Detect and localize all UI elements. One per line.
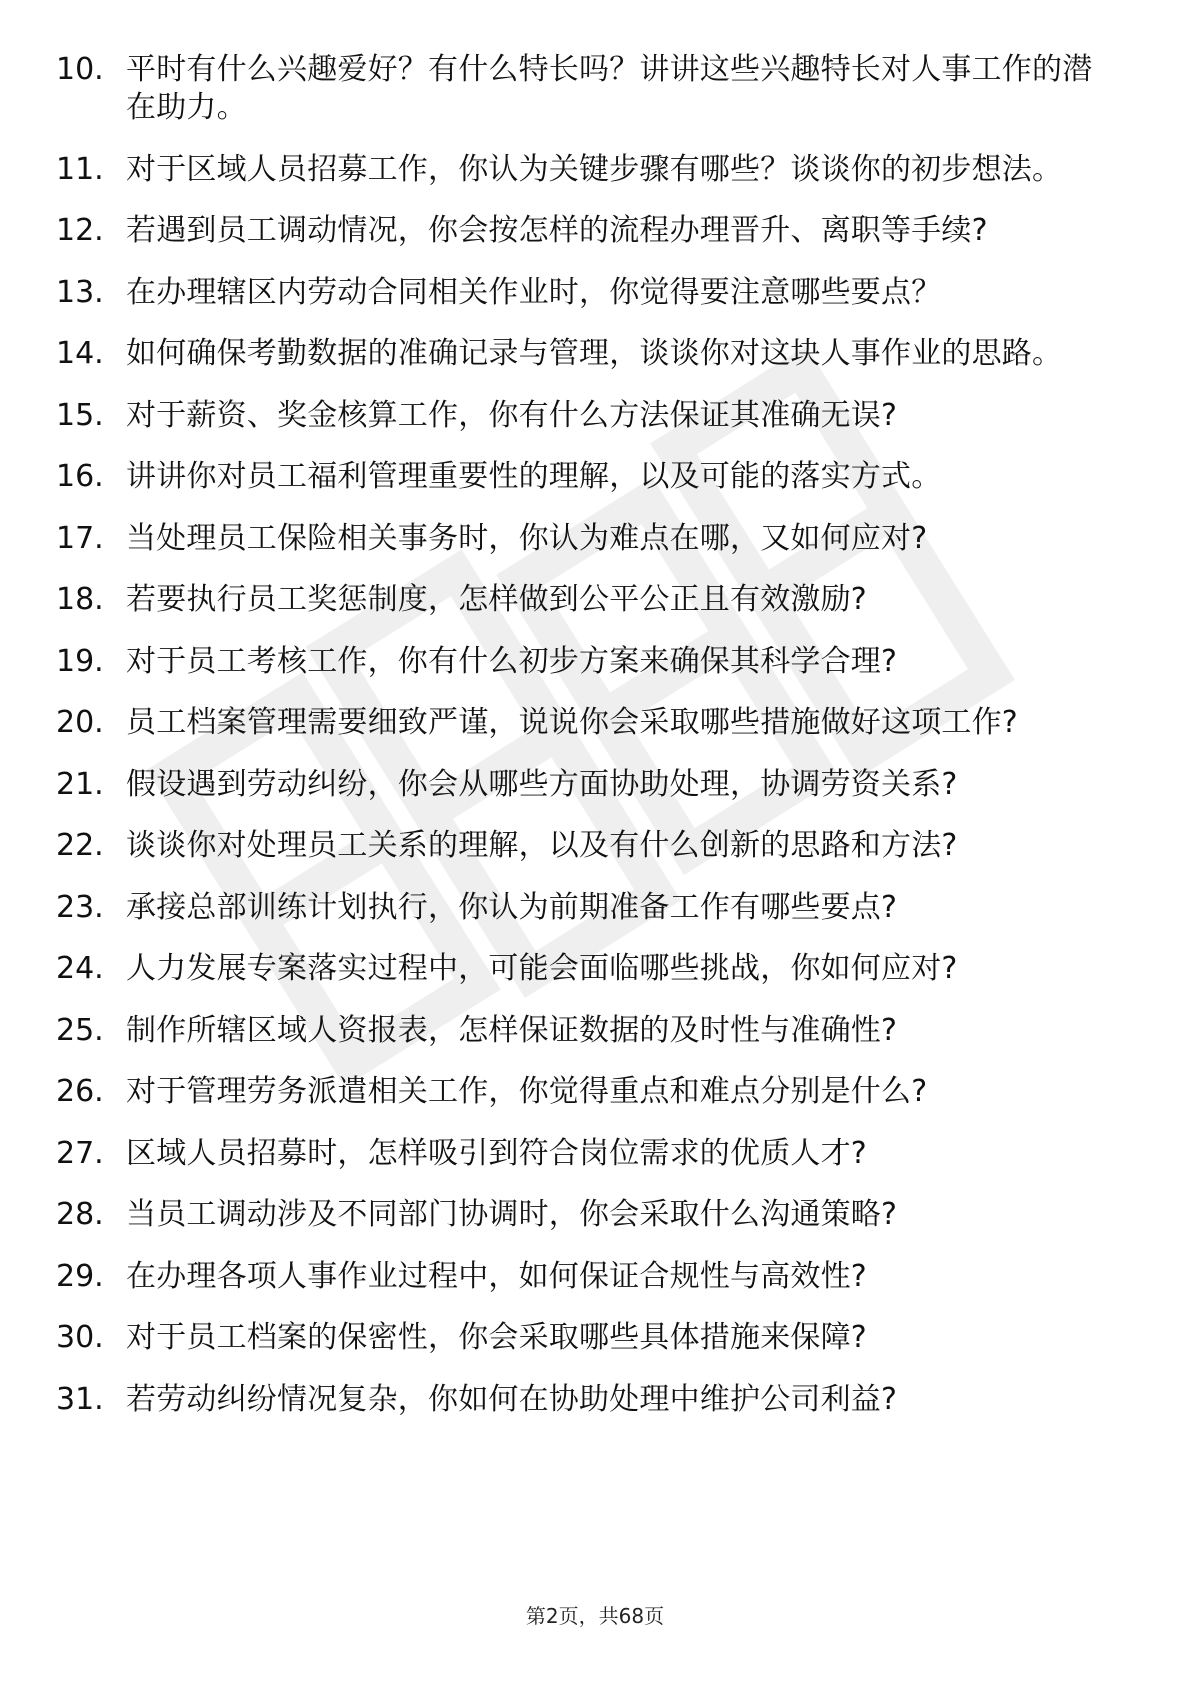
question-text: 当处理员工保险相关事务时，你认为难点在哪，又如何应对? [126, 520, 928, 556]
question-number: 25. [56, 1012, 104, 1048]
question-text: 在办理各项人事作业过程中，如何保证合规性与高效性? [126, 1258, 867, 1294]
question-number: 12. [56, 213, 104, 248]
question-text: 若遇到员工调动情况，你会按怎样的流程办理晋升、离职等手续? [126, 213, 988, 248]
question-number: 22. [56, 828, 104, 863]
question-text: 谈谈你对处理员工关系的理解，以及有什么创新的思路和方法? [126, 828, 958, 863]
question-item [0, 1012, 1190, 1050]
question-text: 对于区域人员招募工作，你认为关键步骤有哪些？谈谈你的初步想法。 [126, 151, 1063, 187]
question-item [0, 1381, 1190, 1419]
question-text: 对于员工考核工作，你有什么初步方案来确保其科学合理? [126, 643, 898, 679]
question-number: 16. [56, 459, 104, 494]
question-item [0, 1258, 1190, 1296]
question-text: 制作所辖区域人资报表，怎样保证数据的及时性与准确性? [126, 1012, 898, 1048]
question-item [0, 151, 1190, 189]
question-item [0, 1319, 1190, 1357]
question-item [0, 1073, 1190, 1111]
question-number: 21. [56, 766, 104, 802]
question-text: 对于员工档案的保密性，你会采取哪些具体措施来保障? [126, 1320, 867, 1355]
question-text: 承接总部训练计划执行，你认为前期准备工作有哪些要点? [126, 889, 898, 925]
question-item [0, 212, 1190, 250]
question-item [0, 704, 1190, 742]
question-list [0, 51, 1190, 1442]
question-number: 29. [56, 1258, 104, 1294]
question-number: 11. [56, 151, 104, 187]
question-number: 15. [56, 397, 104, 433]
question-number: 27. [56, 1135, 104, 1171]
question-text: 对于薪资、奖金核算工作，你有什么方法保证其准确无误? [126, 397, 898, 433]
question-item [0, 458, 1190, 496]
question-item [0, 1135, 1190, 1173]
question-number: 24. [56, 951, 104, 986]
question-number: 13. [56, 274, 104, 310]
question-text: 讲讲你对员工福利管理重要性的理解，以及可能的落实方式。 [126, 459, 942, 494]
question-item [0, 520, 1190, 558]
question-number: 19. [56, 643, 104, 679]
question-number: 10. [56, 52, 104, 87]
question-item [0, 397, 1190, 435]
question-number: 23. [56, 889, 104, 925]
question-item [0, 766, 1190, 804]
question-item [0, 889, 1190, 927]
question-text: 假设遇到劳动纠纷，你会从哪些方面协助处理，协调劳资关系? [126, 766, 958, 802]
question-text: 若要执行员工奖惩制度，怎样做到公平公正且有效激励? [126, 582, 867, 617]
question-text: 员工档案管理需要细致严谨，说说你会采取哪些措施做好这项工作? [126, 705, 1018, 740]
question-item [0, 827, 1190, 865]
question-item [0, 274, 1190, 312]
question-text: 对于管理劳务派遣相关工作，你觉得重点和难点分别是什么? [126, 1074, 928, 1109]
question-number: 28. [56, 1197, 104, 1232]
question-number: 18. [56, 582, 104, 617]
question-number: 17. [56, 520, 104, 556]
question-text: 区域人员招募时，怎样吸引到符合岗位需求的优质人才? [126, 1135, 867, 1171]
question-text: 如何确保考勤数据的准确记录与管理，谈谈你对这块人事作业的思路。 [126, 336, 1063, 371]
question-text: 平时有什么兴趣爱好？有什么特长吗？讲讲这些兴趣特长对人事工作的潜在助力。 [126, 52, 1093, 125]
page-footer [0, 1604, 1190, 1628]
question-number: 30. [56, 1320, 104, 1355]
question-text: 人力发展专案落实过程中，可能会面临哪些挑战，你如何应对? [126, 951, 958, 986]
question-number: 26. [56, 1074, 104, 1109]
question-item [0, 335, 1190, 373]
question-text: 当员工调动涉及不同部门协调时，你会采取什么沟通策略? [126, 1197, 898, 1232]
question-item [0, 1196, 1190, 1234]
question-text: 若劳动纠纷情况复杂，你如何在协助处理中维护公司利益? [126, 1381, 898, 1417]
question-text: 在办理辖区内劳动合同相关作业时，你觉得要注意哪些要点？ [126, 274, 942, 310]
question-number: 20. [56, 705, 104, 740]
question-item [0, 581, 1190, 619]
question-item [0, 643, 1190, 681]
question-item [0, 950, 1190, 988]
page-number-label: 第2页，共68页 [525, 1604, 665, 1628]
question-number: 14. [56, 336, 104, 371]
question-item [0, 51, 1190, 127]
question-number: 31. [56, 1381, 104, 1417]
